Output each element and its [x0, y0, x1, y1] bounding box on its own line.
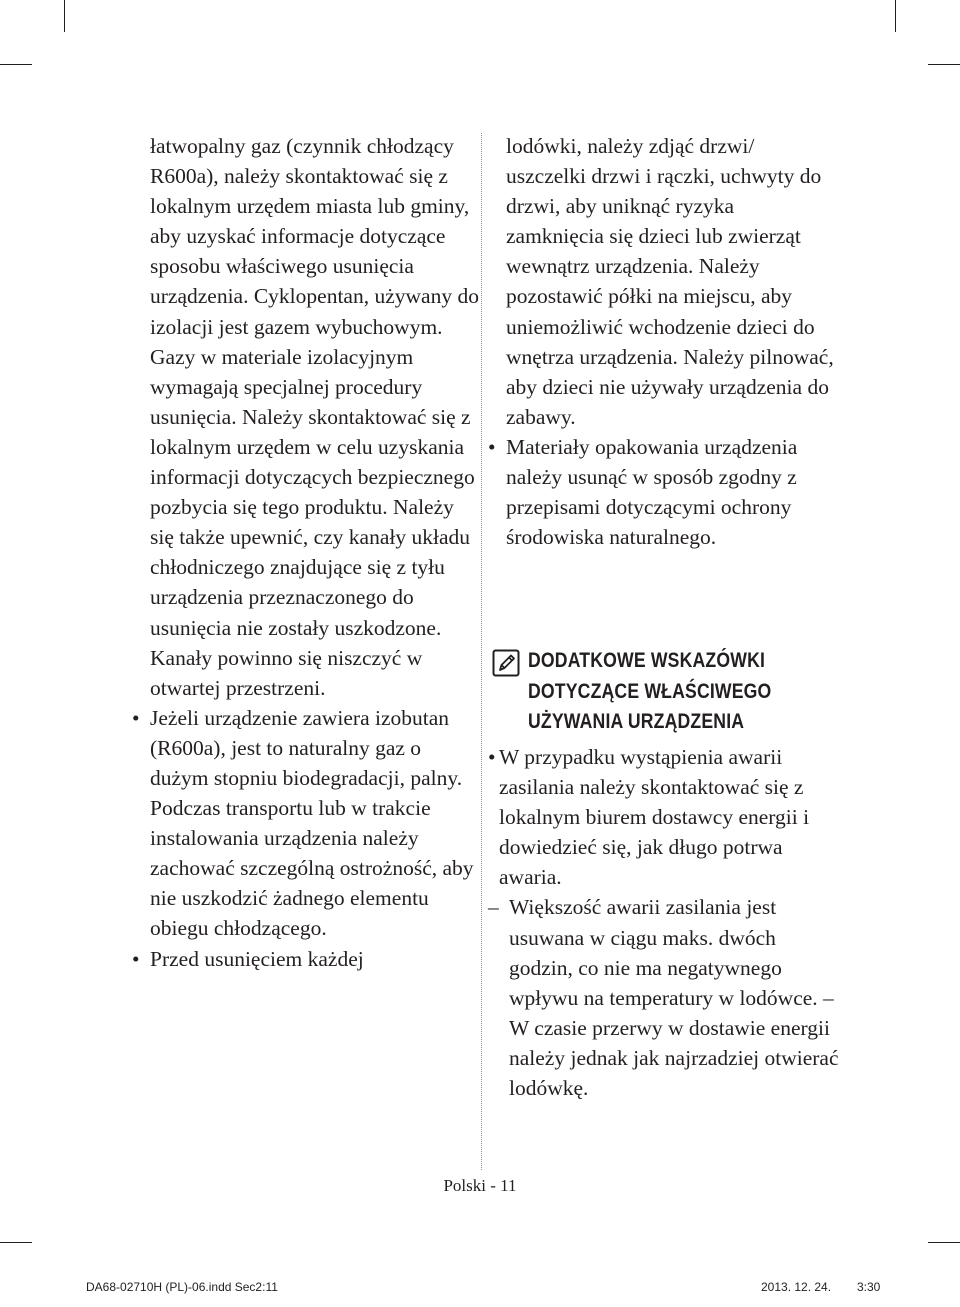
dash-marker: – [488, 895, 499, 920]
crop-mark [0, 64, 32, 65]
right-column [488, 131, 836, 552]
bullet-text: Przed usunięciem każdej [150, 946, 364, 971]
print-footer [0, 1280, 960, 1300]
crop-mark [64, 0, 65, 32]
crop-mark [928, 64, 960, 65]
section-heading [528, 646, 830, 738]
left-bullet-isobutane [132, 703, 480, 944]
page-number: Polski - 11 [443, 1176, 517, 1195]
bullet-marker: • [488, 745, 496, 769]
footer-date: 2013. 12. 24. [761, 1280, 832, 1294]
left-column [132, 131, 480, 974]
bullet-marker: • [488, 434, 496, 459]
bullet-marker: • [132, 946, 140, 971]
right-bullet-packaging [488, 432, 836, 552]
bullet-marker: • [132, 705, 140, 730]
right-bullets-lower [488, 742, 839, 1103]
heading-line-2: DOTYCZĄCE WŁAŚCIWEGO [528, 679, 772, 703]
crop-mark [895, 0, 896, 32]
heading-line-3: UŻYWANIA URZĄDZENIA [528, 710, 745, 733]
footer-file: DA68-02710H (PL)-06.indd Sec2:11 [86, 1280, 278, 1294]
dash-text: Większość awarii zasilania jest usuwana w ciągu maks. dwóch godzin, co nie ma negatywnego wpływu na temperatury w lodówce. – W czasie przerwy w dostawie energii należy jednak jak najrzadziej otwierać lodówkę. [509, 895, 839, 1101]
heading-line-1: DODATKOWE WSKAZÓWKI [528, 649, 766, 672]
left-bullet-disposal [132, 944, 480, 974]
right-bullet-power-outage [488, 742, 839, 892]
right-paragraph: lodówki, należy zdjąć drzwi/ uszczelki drzwi i rączki, uchwyty do drzwi, aby uniknąć ryzyka zamknięcia się dzieci lub zwierząt wewnątrz urządzenia. Należy pozostawić półki na miejscu, aby uniemożliwić wchodzenie dzieci do wnętrza urządzenia. Należy pilnować, aby dzieci nie używały urządzenia do zabawy. [506, 134, 834, 429]
bullet-text: W przypadku wystąpienia awarii zasilania należy skontaktować się z lokalnym biurem dostawcy energii i dowiedzieć się, jak długo potrwa awaria. [499, 745, 810, 890]
footer-time: 3:30 [857, 1280, 881, 1294]
bullet-text: Jeżeli urządzenie zawiera izobutan (R600a), jest to naturalny gaz o dużym stopniu biodegradacji, palny. Podczas transportu lub w trakcie instalowania urządzenia należy zachować szczególną ostrożność, aby nie uszkodzić żadnego elementu obiegu chłodzącego. [150, 705, 474, 941]
crop-mark [0, 1242, 32, 1243]
dash-item-outage-duration [488, 892, 839, 1103]
crop-mark [928, 1242, 960, 1243]
bullet-text: Materiały opakowania urządzenia należy usunąć w sposób zgodny z przepisami dotyczącymi ochrony środowiska naturalnego. [506, 434, 798, 550]
note-section [492, 646, 837, 738]
note-pencil-icon [492, 649, 520, 677]
column-separator [481, 133, 482, 1170]
left-paragraph: łatwopalny gaz (czynnik chłodzący R600a), należy skontaktować się z lokalnym urzędem miasta lub gminy, aby uzyskać informacje dotyczące sposobu właściwego usunięcia urządzenia. Cyklopentan, używany do izolacji jest gazem wybuchowym. Gazy w materiale izolacyjnym wymagają specjalnej procedury usunięcia. Należy skontaktować się z lokalnym urzędem w celu uzyskania informacji dotyczących bezpiecznego pozbycia się tego produktu. Należy się także upewnić, czy kanały układu chłodniczego znajdujące się z tyłu urządzenia przeznaczonego do usunięcia nie zostały uszkodzone. Kanały powinno się niszczyć w otwartej przestrzeni. [150, 134, 479, 700]
